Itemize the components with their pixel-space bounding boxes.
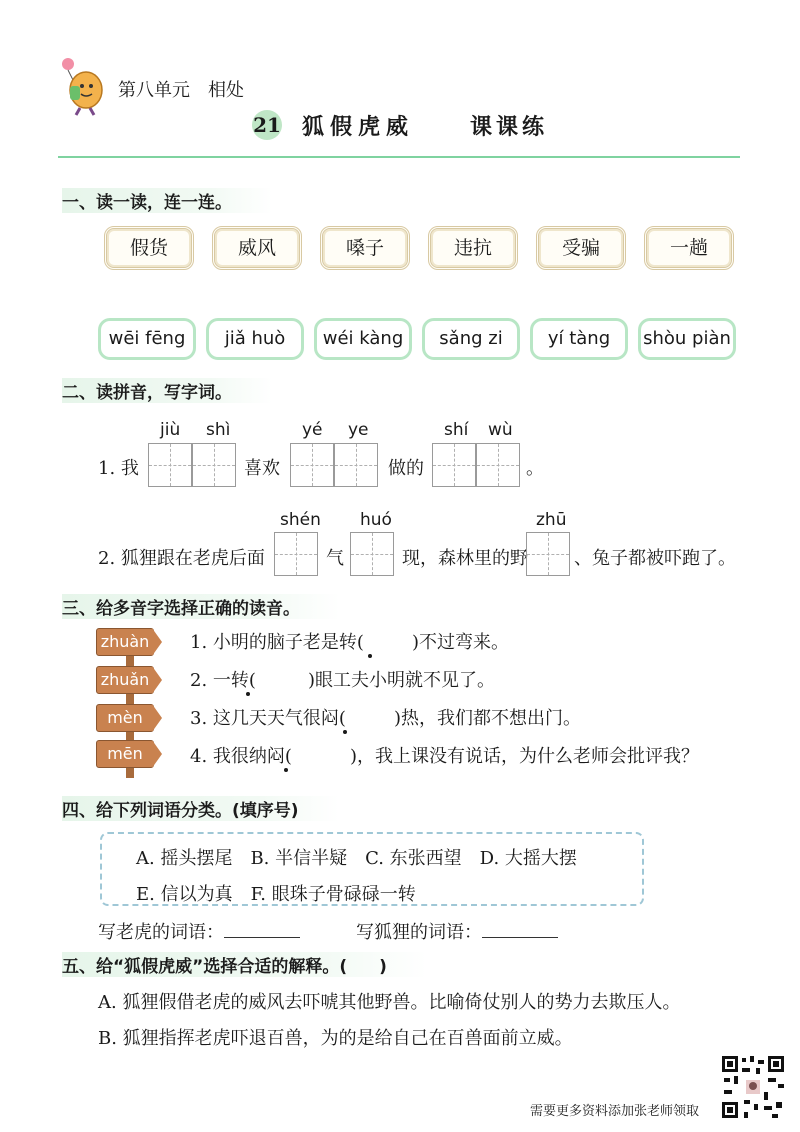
fox-words-answer[interactable] <box>482 937 558 938</box>
word-box[interactable]: 嗓子 <box>320 226 410 270</box>
pinyin-label: jiù <box>160 420 181 440</box>
mascot-illustration <box>56 56 108 116</box>
polyphone-item <box>190 742 699 768</box>
pinyin-signboard <box>96 704 160 734</box>
sign-arrow-icon <box>152 628 162 656</box>
section5-heading-close: ) <box>379 957 387 977</box>
fox-words-prompt <box>356 918 558 944</box>
q1-text-end: 。 <box>526 458 544 479</box>
lesson-number-badge: 21 <box>252 110 282 140</box>
emphasis-dot <box>368 654 372 658</box>
pinyin-box[interactable]: wēi fēng <box>98 318 196 360</box>
item-text: 这几天天气很闷( <box>212 708 346 729</box>
pinyin-label: wù <box>488 420 513 440</box>
q2-text-end: 、兔子都被吓跑了。 <box>574 548 736 569</box>
item-text: 一转( <box>212 670 256 691</box>
section1-heading: 一、读一读，连一连。 <box>62 188 272 213</box>
polyphone-item <box>190 628 509 654</box>
pinyin-box[interactable]: sǎng zi <box>422 318 520 360</box>
item-text: 我很纳闷( <box>212 746 292 767</box>
section4-heading: 四、给下列词语分类。(填序号) <box>62 796 339 821</box>
word-list-row: E. 信以为真 F. 眼珠子骨碌碌一转 <box>136 884 416 905</box>
tianzige-cell[interactable] <box>526 532 570 576</box>
item-text: )，我上课没有说话，为什么老师会批评我？ <box>349 746 699 767</box>
sign-label: mèn <box>96 704 154 732</box>
option-b: B. 狐狸指挥老虎吓退百兽，为的是给自己在百兽面前立威。 <box>98 1028 573 1049</box>
emphasis-dot <box>246 692 250 696</box>
sign-arrow-icon <box>152 740 162 768</box>
word-list-row: A. 摇头摆尾 B. 半信半疑 C. 东张西望 D. 大摇大摆 <box>136 848 577 869</box>
pinyin-label: shì <box>206 420 231 440</box>
item-text: )不过弯来。 <box>411 632 509 653</box>
pinyin-box[interactable]: wéi kàng <box>314 318 412 360</box>
item-text: )眼工夫小明就不见了。 <box>307 670 495 691</box>
tianzige-cell[interactable] <box>334 443 378 487</box>
pinyin-box[interactable]: jiǎ huò <box>206 318 304 360</box>
unit-label: 第八单元 相处 <box>118 80 244 101</box>
item-number: 4. <box>190 746 208 767</box>
q2-text-mid2: 现，森林里的野 <box>402 548 528 569</box>
item-text: )热，我们都不想出门。 <box>393 708 581 729</box>
footer-note: 需要更多资料添加张老师领取 <box>530 1104 700 1119</box>
q1-text-mid2: 做的 <box>388 458 424 479</box>
tianzige-cell[interactable] <box>148 443 192 487</box>
pinyin-box[interactable]: shòu piàn <box>638 318 736 360</box>
q2-prefix: 2. 狐狸跟在老虎后面 <box>98 548 265 569</box>
tianzige-cell[interactable] <box>290 443 334 487</box>
emphasis-dot <box>343 730 347 734</box>
item-number: 3. <box>190 708 208 729</box>
lesson-title: 狐假虎威 <box>302 114 415 140</box>
word-box[interactable]: 违抗 <box>428 226 518 270</box>
word-box[interactable]: 受骗 <box>536 226 626 270</box>
section5-heading-text: 五、给“狐假虎威”选择合适的解释。( <box>62 957 348 977</box>
sign-arrow-icon <box>152 666 162 694</box>
tianzige-cell[interactable] <box>476 443 520 487</box>
pinyin-label: shén <box>280 510 321 530</box>
lesson-subtitle: 课课练 <box>470 114 549 140</box>
pinyin-label: zhū <box>536 510 567 530</box>
pinyin-label: ye <box>348 420 369 440</box>
header-divider <box>58 156 740 158</box>
pinyin-signboard <box>96 666 160 696</box>
tiger-words-prompt <box>98 918 300 944</box>
pinyin-signboard <box>96 740 160 770</box>
sign-label: zhuàn <box>96 628 154 656</box>
fox-words-label: 写狐狸的词语： <box>356 922 482 943</box>
sign-label: zhuǎn <box>96 666 154 694</box>
pinyin-box[interactable]: yí tàng <box>530 318 628 360</box>
tiger-words-answer[interactable] <box>224 937 300 938</box>
tianzige-cell[interactable] <box>274 532 318 576</box>
word-box[interactable]: 假货 <box>104 226 194 270</box>
emphasis-dot <box>284 768 288 772</box>
tianzige-cell[interactable] <box>432 443 476 487</box>
q1-text-mid1: 喜欢 <box>244 458 280 479</box>
section2-heading: 二、读拼音，写字词。 <box>62 378 272 403</box>
q2-text-mid1: 气 <box>326 548 344 569</box>
tianzige-cell[interactable] <box>350 532 394 576</box>
word-box[interactable]: 一趟 <box>644 226 734 270</box>
section3-heading: 三、给多音字选择正确的读音。 <box>62 594 340 619</box>
section5-heading <box>62 952 427 977</box>
qr-code-icon <box>720 1054 786 1120</box>
q1-prefix: 1. 我 <box>98 458 139 479</box>
word-box[interactable]: 威风 <box>212 226 302 270</box>
pinyin-label: huó <box>360 510 392 530</box>
sign-arrow-icon <box>152 704 162 732</box>
item-text: 小明的脑子老是转( <box>212 632 364 653</box>
pinyin-label: shí <box>444 420 469 440</box>
option-a: A. 狐狸假借老虎的威风去吓唬其他野兽。比喻倚仗别人的势力去欺压人。 <box>98 992 681 1013</box>
pinyin-label: yé <box>302 420 323 440</box>
tiger-words-label: 写老虎的词语： <box>98 922 224 943</box>
polyphone-item <box>190 666 495 692</box>
polyphone-item <box>190 704 581 730</box>
item-number: 1. <box>190 632 208 653</box>
sign-label: mēn <box>96 740 154 768</box>
tianzige-cell[interactable] <box>192 443 236 487</box>
pinyin-signboard <box>96 628 160 658</box>
item-number: 2. <box>190 670 208 691</box>
